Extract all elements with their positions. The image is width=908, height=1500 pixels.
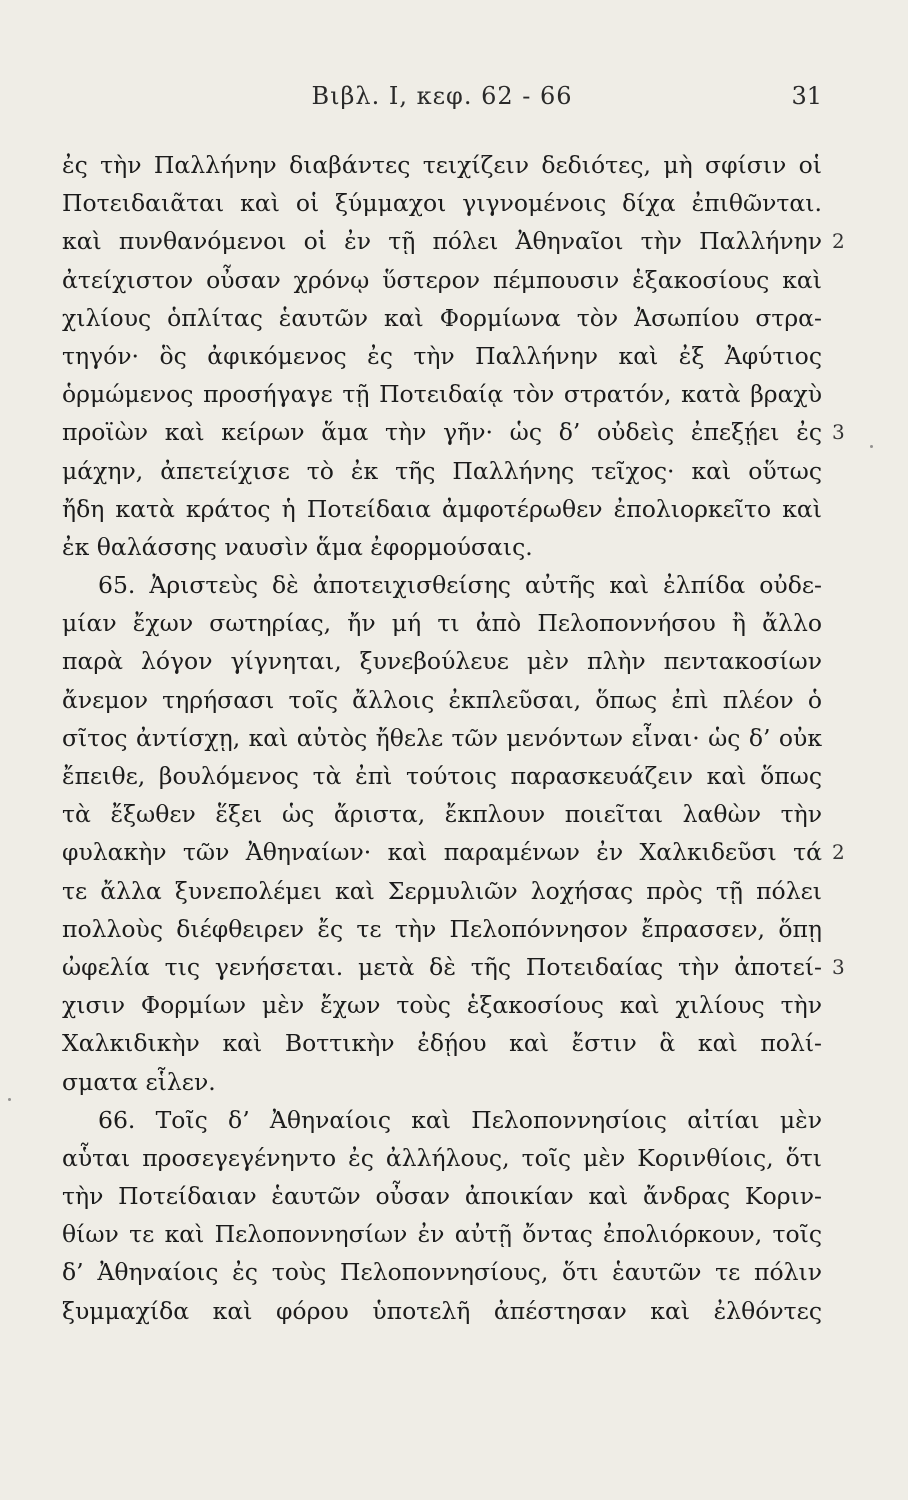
text-line xyxy=(62,337,822,375)
text-line xyxy=(62,1177,822,1215)
text-line xyxy=(62,1215,822,1253)
line-text: 65. Ἀριστεὺς δὲ ἀποτειχισθείσης αὐτῆς καὶ ἐλπίδα οὐδε- xyxy=(98,571,822,600)
text-line xyxy=(62,222,845,260)
text-line xyxy=(62,872,822,910)
text-line xyxy=(62,261,822,299)
text-line xyxy=(62,642,822,680)
line-text: αὗται προσεγεγένηντο ἐς ἀλλήλους, τοῖς μὲν Κορινθίοις, ὅτι xyxy=(62,1143,822,1172)
line-text: φυλακὴν τῶν Ἀθηναίων· καὶ παραμένων ἐν Χαλκιδεῦσι τά xyxy=(62,838,822,867)
line-text: 66. Τοῖς δ’ Ἀθηναίοις καὶ Πελοποννησίοις αἰτίαι μὲν xyxy=(98,1105,822,1134)
text-line xyxy=(62,1292,822,1330)
line-text: ξυμμαχίδα καὶ φόρου ὑποτελῆ ἀπέστησαν καὶ ἐλθόντες xyxy=(62,1296,822,1325)
text-line xyxy=(62,1139,822,1177)
running-title: Βιβλ. I, κεφ. 62 - 66 xyxy=(311,82,573,110)
line-text: ἐς τὴν Παλλήνην διαβάντες τειχίζειν δεδιότες, μὴ σφίσιν οἱ xyxy=(62,151,822,179)
line-text: χιλίους ὁπλίτας ἑαυτῶν καὶ Φορμίωνα τὸν Ἀσωπίου στρα- xyxy=(62,303,822,332)
line-text: Χαλκιδικὴν καὶ Βοττικὴν ἐδῄου καὶ ἔστιν ἃ καὶ πολί- xyxy=(62,1029,822,1058)
text-line xyxy=(62,1101,822,1139)
text-line xyxy=(62,1063,822,1101)
text-line xyxy=(62,719,822,757)
margin-section-number: 3 xyxy=(832,954,845,979)
line-text: ὁρμώμενος προσήγαγε τῇ Ποτειδαίᾳ τὸν στρατόν, κατὰ βραχὺ xyxy=(62,380,822,409)
line-text: παρὰ λόγον γίγνηται, ξυνεβούλευε μὲν πλὴν πεντακοσίων xyxy=(62,647,822,676)
text-body xyxy=(62,146,845,1330)
line-text: τὴν Ποτείδαιαν ἑαυτῶν οὖσαν ἀποικίαν καὶ ἄνδρας Κοριν- xyxy=(62,1182,822,1211)
line-text: σματα εἷλεν. xyxy=(62,1067,216,1096)
margin-section-number: 3 xyxy=(832,420,845,445)
line-text: μίαν ἔχων σωτηρίας, ἤν μή τι ἀπὸ Πελοποννήσου ἢ ἄλλο xyxy=(62,609,822,638)
paper-speck xyxy=(8,1098,11,1101)
line-text: τηγόν· ὃς ἀφικόμενος ἐς τὴν Παλλήνην καὶ ἐξ Ἀφύτιος xyxy=(62,341,822,370)
text-line xyxy=(62,681,822,719)
text-line xyxy=(62,910,822,948)
line-text: θίων τε καὶ Πελοποννησίων ἐν αὐτῇ ὄντας ἐπολιόρκουν, τοῖς xyxy=(62,1220,822,1249)
line-text: μάχην, ἀπετείχισε τὸ ἐκ τῆς Παλλήνης τεῖχος· καὶ οὕτως xyxy=(62,456,822,485)
text-line xyxy=(62,490,822,528)
line-text: χισιν Φορμίων μὲν ἔχων τοὺς ἑξακοσίους καὶ χιλίους τὴν xyxy=(62,991,822,1020)
text-line xyxy=(62,566,822,604)
line-text: ἤδη κατὰ κράτος ἡ Ποτείδαια ἀμφοτέρωθεν ἐπολιορκεῖτο καὶ xyxy=(62,494,822,523)
line-text: ἐκ θαλάσσης ναυσὶν ἅμα ἐφορμούσαις. xyxy=(62,532,533,561)
line-text: σῖτος ἀντίσχῃ, καὶ αὐτὸς ἤθελε τῶν μενόντων εἶναι· ὡς δ’ οὐκ xyxy=(62,723,822,752)
line-text: προϊὼν καὶ κείρων ἅμα τὴν γῆν· ὡς δ’ οὐδεὶς ἐπεξῄει ἐς xyxy=(62,418,822,447)
text-line xyxy=(62,757,822,795)
text-line xyxy=(62,833,845,871)
line-text: ἀτείχιστον οὖσαν χρόνῳ ὕστερον πέμπουσιν ἑξακοσίους καὶ xyxy=(62,265,822,294)
text-line xyxy=(62,948,845,986)
line-text: τὰ ἔξωθεν ἕξει ὡς ἄριστα, ἔκπλουν ποιεῖται λαθὼν τὴν xyxy=(62,800,822,829)
line-text: ἔπειθε, βουλόμενος τὰ ἐπὶ τούτοις παρασκευάζειν καὶ ὅπως xyxy=(62,762,822,790)
margin-section-number: 2 xyxy=(832,840,845,865)
line-text: δ’ Ἀθηναίοις ἐς τοὺς Πελοποννησίους, ὅτι ἑαυτῶν τε πόλιν xyxy=(62,1258,822,1287)
running-header xyxy=(62,82,822,122)
page-number: 31 xyxy=(791,82,822,110)
line-text: πολλοὺς διέφθειρεν ἔς τε τὴν Πελοπόννησον ἔπρασσεν, ὅπῃ xyxy=(62,914,822,943)
text-line xyxy=(62,604,822,642)
line-text: ὠφελία τις γενήσεται. μετὰ δὲ τῆς Ποτειδαίας τὴν ἀποτεί- xyxy=(62,952,822,981)
text-line xyxy=(62,1024,822,1062)
paper-speck xyxy=(870,445,873,448)
text-line xyxy=(62,299,822,337)
text-line xyxy=(62,795,822,833)
line-text: Ποτειδαιᾶται καὶ οἱ ξύμμαχοι γιγνομένοις δίχα ἐπιθῶνται. xyxy=(62,189,822,218)
text-line xyxy=(62,986,822,1024)
text-line xyxy=(62,452,822,490)
text-line xyxy=(62,413,845,451)
line-text: καὶ πυνθανόμενοι οἱ ἐν τῇ πόλει Ἀθηναῖοι τὴν Παλλήνην xyxy=(62,227,822,256)
text-line xyxy=(62,184,822,222)
margin-section-number: 2 xyxy=(832,229,845,254)
text-line xyxy=(62,375,822,413)
text-line xyxy=(62,528,822,566)
text-line xyxy=(62,146,822,184)
text-line xyxy=(62,1253,822,1291)
line-text: ἄνεμον τηρήσασι τοῖς ἄλλοις ἐκπλεῦσαι, ὅπως ἐπὶ πλέον ὁ xyxy=(62,685,822,714)
line-text: τε ἄλλα ξυνεπολέμει καὶ Σερμυλιῶν λοχήσας πρὸς τῇ πόλει xyxy=(62,876,822,905)
